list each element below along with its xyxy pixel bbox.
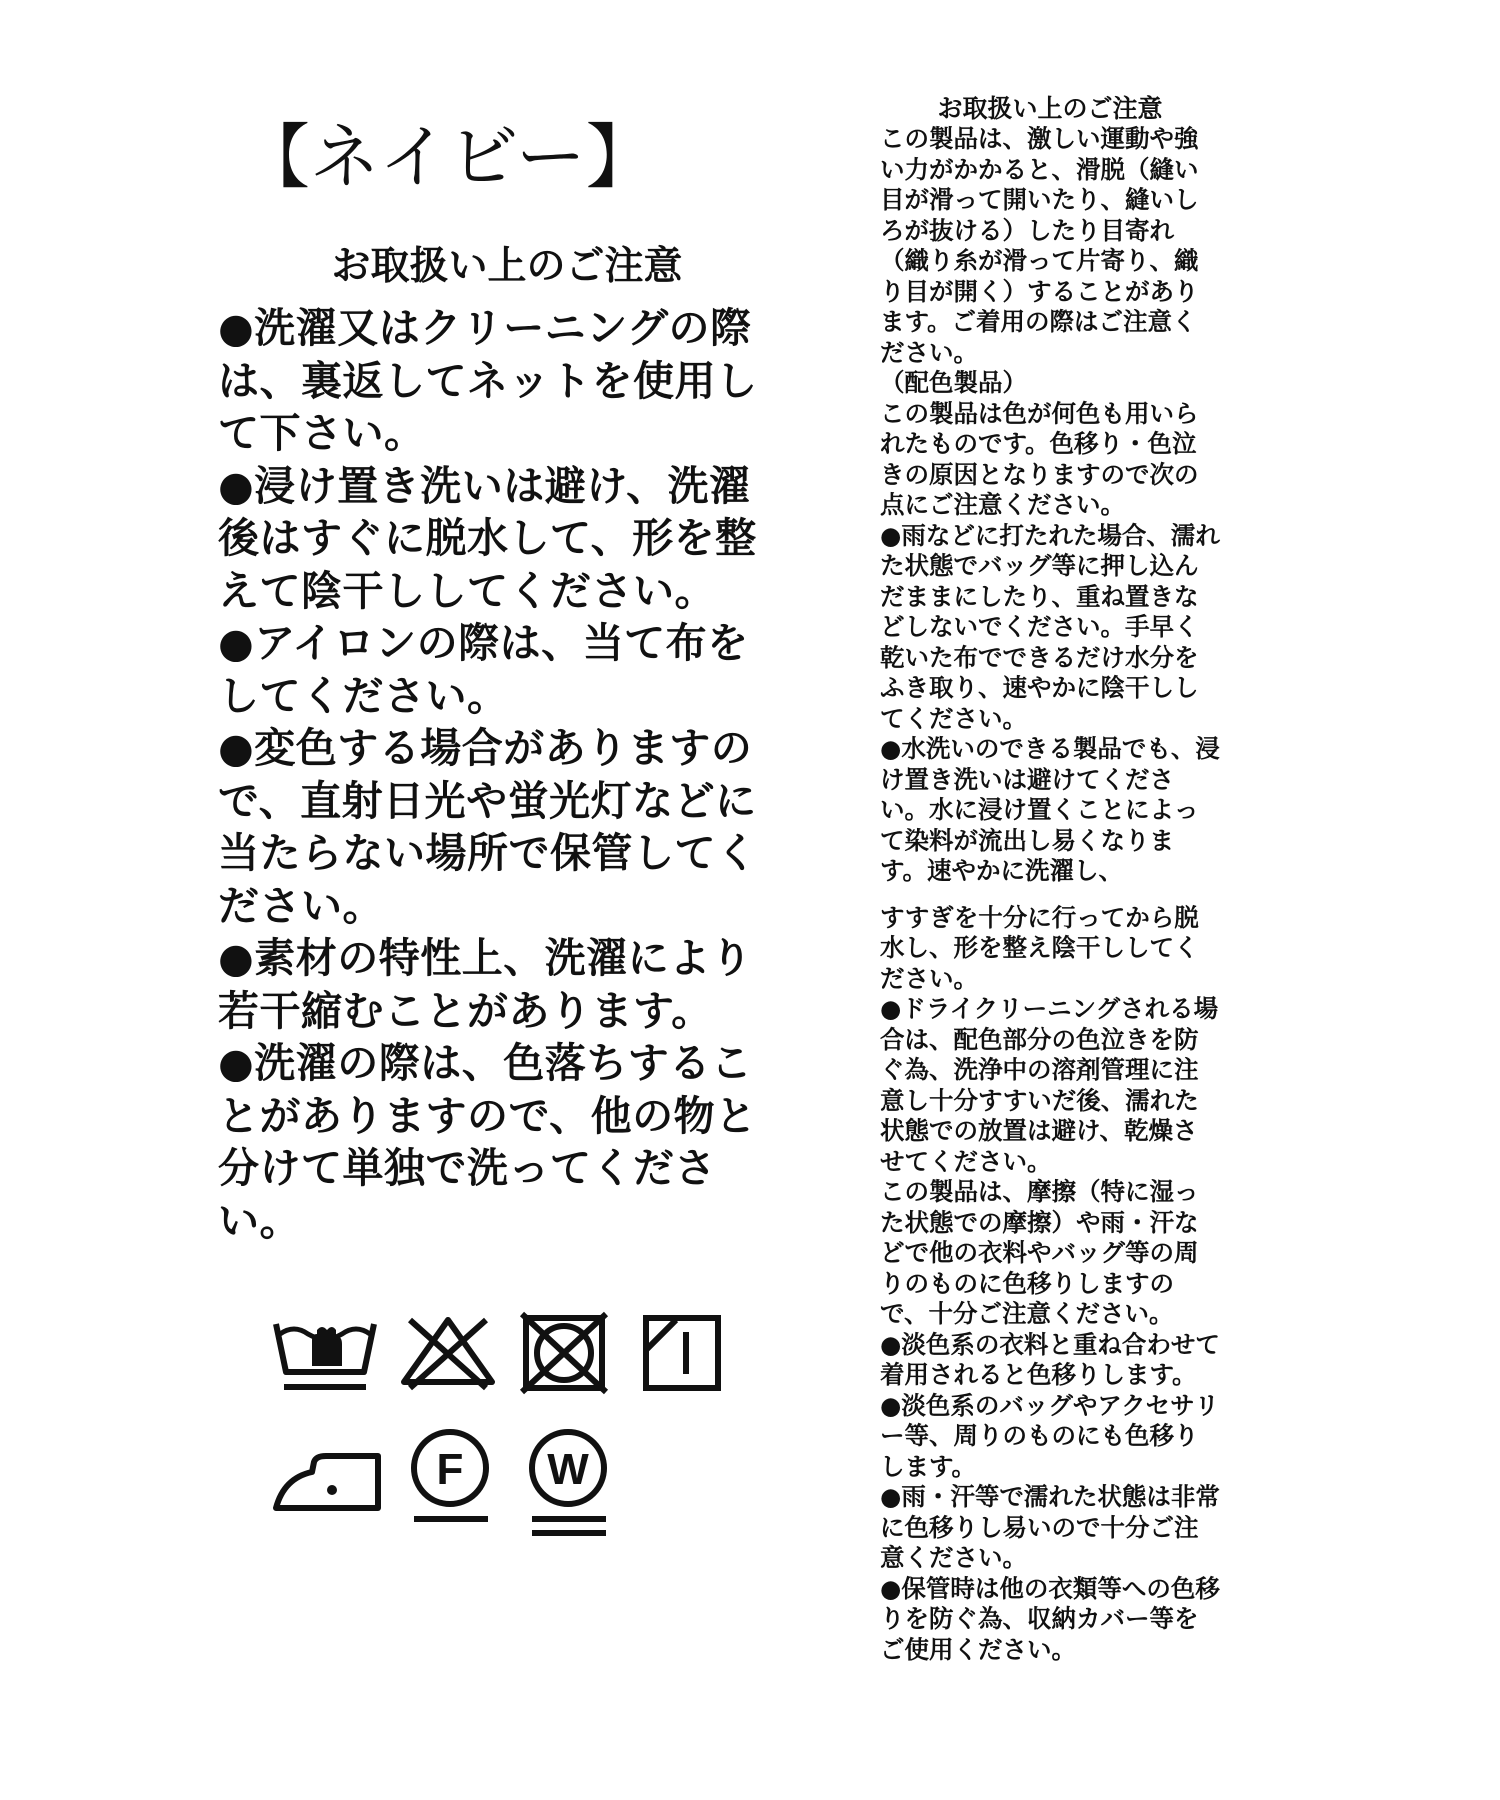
wet-clean-w-icon [520,1422,620,1552]
right-notice-paragraph: この製品は、激しい運動や強い力がかかると、滑脱（縫い目が滑って開いたり、縫いしろが抜ける）したり目寄れ（織り糸が滑って片寄り、織り目が開く）することがあります。ご着用の際はご注意ください。 [880,124,1199,367]
iron-low-icon [270,1428,390,1528]
right-notice-paragraph: この製品は色が何色も用いられたものです。色移り・色泣きの原因となりますので次の点にご注意ください。 [880,398,1199,519]
line-dry-shade-icon [638,1310,728,1410]
no-bleach-icon [398,1310,498,1410]
left-notice-item: ●洗濯の際は、色落ちすることがありますので、他の物と分けて単独で洗ってください。 [218,1039,757,1245]
wet-clean-letter: W [547,1445,589,1494]
left-notice-heading: お取扱い上のご注意 [331,244,683,289]
hand-wash-icon [270,1310,380,1410]
right-notice-heading: お取扱い上のご注意 [937,94,1163,123]
right-notice-paragraph: すすぎを十分に行ってから脱水し、形を整え陰干ししてください。 [880,902,1199,993]
care-symbols [270,1310,740,1550]
color-variant-title: 【ネイビー】 [240,116,656,198]
right-notice-paragraph: ●ドライクリーニングされる場合は、配色部分の色泣きを防ぐ為、洗浄中の溶剤管理に注意し十分すすいだ後、濡れた状態での放置は避け、乾燥させてください。 [880,994,1219,1176]
right-notice-paragraph: ●水洗いのできる製品でも、浸け置き洗いは避けてください。水に浸け置くことによって染料が流出し易くなります。速やかに洗濯し、 [880,734,1220,885]
dry-clean-f-icon [402,1422,502,1532]
right-notice-paragraph: この製品は、摩擦（特に湿った状態での摩擦）や雨・汗などで他の衣料やバッグ等の周りのものに色移りしますので、十分ご注意ください。 [880,1177,1199,1328]
no-tumble-dry-icon [516,1310,616,1410]
right-notice-paragraph: ●保管時は他の衣類等への色移りを防ぐ為、収納カバー等をご使用ください。 [880,1573,1220,1664]
left-notice-item: ●アイロンの際は、当て布をしてください。 [218,619,749,720]
right-notice-paragraph: ●淡色系のバッグやアクセサリー等、周りのものにも色移りします。 [880,1390,1220,1481]
right-notice-subheading: （配色製品） [880,368,1027,397]
right-notice-paragraph: ●雨・汗等で濡れた状態は非常に色移りし易いので十分ご注意ください。 [880,1482,1220,1572]
care-notice-left-column [218,238,778,1247]
right-notice-paragraph: ●雨などに打たれた場合、濡れた状態でバッグ等に押し込んだままにしたり、重ね置きなどしないでください。手早く乾いた布でできるだけ水分をふき取り、速やかに陰干ししてください。 [880,520,1220,733]
care-notice-right-column [880,94,1220,1665]
left-notice-item: ●洗濯又はクリーニングの際は、裏返してネットを使用して下さい。 [218,304,758,457]
left-notice-item: ●浸け置き洗いは避け、洗濯後はすぐに脱水して、形を整えて陰干ししてください。 [218,461,757,615]
left-notice-item: ●素材の特性上、洗濯により若干縮むことがあります。 [218,934,753,1035]
right-notice-paragraph: ●淡色系の衣料と重ね合わせて着用されると色移りします。 [880,1329,1220,1389]
left-notice-item: ●変色する場合がありますので、直射日光や蛍光灯などに当たらない場所で保管してください。 [218,724,758,930]
column-gap [880,887,1220,903]
dry-clean-letter: F [436,1445,464,1494]
